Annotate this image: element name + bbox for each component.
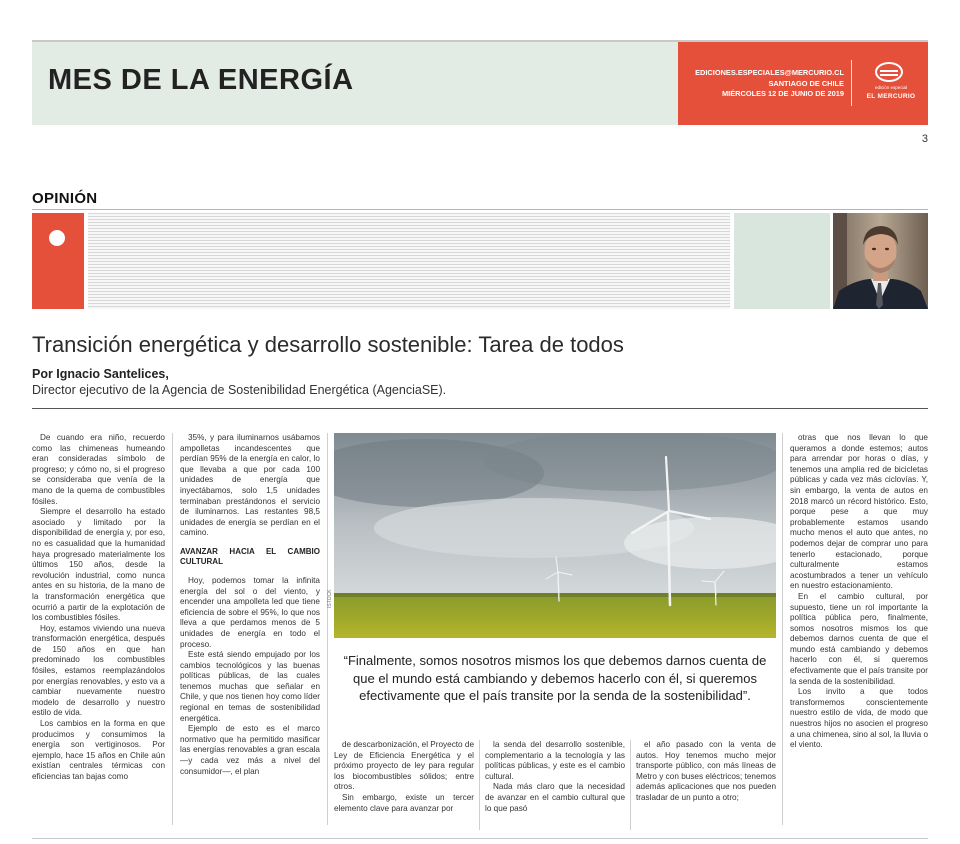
paragraph: Hoy, podemos tomar la infinita energía del sol o del viento, y encender una ampolleta led que tiene eficiencia de sobre el 95%, lo que nos lleva a que perdamos menos de 5 unidades de energía en todo el proceso.	[180, 575, 320, 649]
logo-emblem-icon	[875, 62, 903, 82]
opinion-accent-block	[32, 213, 84, 309]
header-email: EDICIONES.ESPECIALES@MERCURIO.CL	[695, 68, 844, 77]
opinion-stripe-band	[88, 213, 730, 309]
opinion-rule	[32, 209, 928, 210]
column-divider	[630, 740, 631, 830]
text-column-4	[485, 740, 625, 830]
paragraph: de descarbonización, el Proyecto de Ley de Eficiencia Energética y el próximo proyecto de ley para regular los biocombustibles sólidos; entre otros.	[334, 740, 474, 792]
header-separator	[851, 60, 852, 106]
paragraph: Este está siendo empujado por los cambios tecnológicos y las buenas políticas públicas, de las cuales tenemos muchas que señalar en Chile, y que nos tienen hoy como líder regional en temas de sostenibilidad energética.	[180, 650, 320, 723]
paragraph: Los cambios en la forma en que producimos y consumimos la energía son vertiginosos. Por ejemplo, hace 15 años en Chile aún existían centrales térmicas con eficiencias tan bajas como	[32, 719, 165, 781]
paragraph: Ejemplo de esto es el marco normativo que ha permitido masificar las energías renovables a gran escala —y cada vez más a nivel del consumidor—, el plan	[180, 724, 320, 776]
section-title: MES DE LA ENERGÍA	[48, 64, 354, 96]
text-column-5	[636, 740, 776, 830]
subheading: AVANZAR HACIA EL CAMBIO CULTURAL	[180, 546, 320, 567]
text-column-6	[790, 433, 928, 825]
pull-quote: “Finalmente, somos nosotros mismos los que debemos darnos cuenta de que el mundo está cambiando y debemos hacerlo con él, si queremos efectivamente que el país transite por la senda de la sostenibilidad”.	[343, 653, 767, 703]
photo-credit: ISTOCK	[327, 589, 333, 608]
column-divider	[172, 433, 173, 825]
logo-small-text: edición especial	[874, 85, 908, 90]
paragraph: Nada más claro que la necesidad de avanzar en el cambio cultural que lo que pasó	[485, 782, 625, 813]
logo-name: EL MERCURIO	[866, 93, 916, 100]
paragraph: otras que nos llevan lo que queramos a donde estemos; autos para arrendar por horas o días, y tenemos una amplia red de bicicletas públicas y cada vez más ciclovías. Y, sin embargo, la venta de autos en 2018 marcó un récord histórico. Esto, porque pese a que muy probablemente estamos usando mucho menos el auto que antes, no podemos dejar de comprar uno para tenerlo estacionado, porque culturalmente estamos acostumbrados a tener un vehículo en nuestro estacionamiento.	[790, 433, 928, 591]
paragraph: Siempre el desarrollo ha estado asociado y limitado por la disponibilidad de energía y, por eso, no es casualidad que la humanidad haya progresado materialmente los últimos 150 años, desde la revolución industrial, como nunca antes en su historia, de la mano de la transformación energética que ocurrió a partir de la explotación de los combustibles fósiles.	[32, 507, 165, 623]
paragraph: En el cambio cultural, por supuesto, tiene un rol importante la política pública pero, finalmente, somos nosotros mismos los que debemos darnos cuenta de que el mundo está cambiando y debemos hacerlo con él, si queremos efectivamente que el país transite por la senda de la sostenibilidad.	[790, 591, 928, 686]
bottom-rule	[32, 838, 928, 839]
column-divider	[327, 433, 328, 825]
paragraph: la senda del desarrollo sostenible, complementario a la tecnología y las políticas públicas, y este es el cambio cultural.	[485, 740, 625, 781]
text-column-3	[334, 740, 474, 830]
paragraph: Hoy, estamos viviendo una nueva transformación energética, después de 150 años en que han predominado los combustibles fósiles, estamos reemplazándolos por energías renovables, y esto va a cambiar nuevamente nuestro modelo de desarrollo y nuestro estilo de vida.	[32, 623, 165, 718]
text-column-2	[180, 433, 320, 825]
column-divider	[782, 433, 783, 825]
paragraph: Los invito a que todos transformemos conscientemente nuestro estilo de vida, de modo que nuestros hijos no asocien el progreso a una chimenea, sino al sol, la lluvia o el viento.	[790, 687, 928, 750]
paragraph: el año pasado con la venta de autos. Hoy tenemos mucho mejor transporte público, con más líneas de Metro y con buses eléctricos; tenemos además aplicaciones que nos pueden trasladar de un punto a otro;	[636, 740, 776, 802]
opinion-label: OPINIÓN	[32, 190, 98, 207]
column-divider	[479, 740, 480, 830]
paragraph: Sin embargo, existe un tercer elemento clave para avanzar por	[334, 792, 474, 813]
title-rule	[32, 408, 928, 409]
text-column-1	[32, 433, 165, 825]
author-role: Director ejecutivo de la Agencia de Sostenibilidad Energética (AgenciaSE).	[32, 383, 447, 397]
paragraph: De cuando era niño, recuerdo como las chimeneas humeando eran consideradas símbolo de progreso; y cómo no, si el progreso se consideraba que venía de la mano de la quema de combustibles fósiles.	[32, 433, 165, 506]
page-number: 3	[921, 133, 928, 145]
opinion-green-block	[734, 213, 830, 309]
header-city: SANTIAGO DE CHILE	[768, 78, 844, 88]
wind-turbine-photo	[334, 433, 776, 638]
el-mercurio-logo	[862, 62, 920, 104]
header-date: MIÉRCOLES 12 DE JUNIO DE 2019	[722, 89, 844, 98]
bullet-dot-icon	[49, 230, 65, 246]
article-byline: Por Ignacio Santelices,	[32, 367, 169, 381]
article-title: Transición energética y desarrollo sostenible: Tarea de todos	[32, 332, 624, 357]
header-info	[682, 68, 844, 100]
paragraph: 35%, y para iluminarnos usábamos ampolletas incandescentes que perdían 95% de la energía en calor, lo que llevaba a que por cada 100 unidades de energía que inyectábamos, solo 1,5 unidades terminaban prestándonos el servicio de iluminarnos. Las restantes 98,5 unidades de energía se perdían en el camino.	[180, 433, 320, 538]
author-portrait	[833, 213, 928, 309]
